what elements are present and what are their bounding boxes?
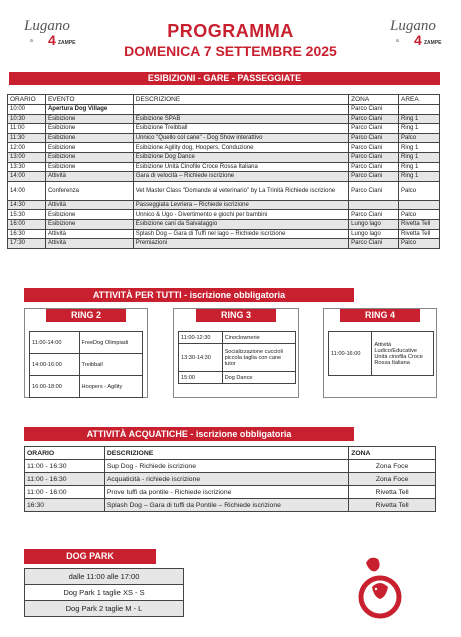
table-row: 16:30 Attività Splash Dog – Gara di Tuffi nel lago – Richiede iscrizione Lungo lago Rivetta Tell: [8, 229, 440, 239]
list-item: 16:00-18:00 Hoopers - Agility: [30, 376, 143, 398]
table-row: 11:00 - 16:00 Prove tuffi da pontile - Richiede iscrizione Rivetta Tell: [25, 486, 436, 499]
table-row: 16:30 Splash Dog – Gara di tuffi da Pontile – Richiede iscrizione Rivetta Tell: [25, 499, 436, 512]
table-row: 10:00 Apertura Dog Village Parco Ciani: [8, 105, 440, 115]
ring-4-table: [328, 331, 434, 376]
list-item: 11:00-12:30 Cinoclownerie: [179, 332, 296, 344]
col-descrizione: DESCRIZIONE: [104, 447, 348, 460]
table-row: 14:30 Attività Passeggiata Levriera – Richiede iscrizione: [8, 200, 440, 210]
title-date: DOMENICA 7 SETTEMBRE 2025: [124, 43, 337, 59]
ring-3-table: [178, 331, 296, 384]
table-row: 14:00 Attività Gara di velocità – Richiede iscrizione Parco Ciani Ring 1: [8, 172, 440, 182]
ring-3-box: [173, 308, 299, 398]
table-row: 13:30 Esibizione Esibizione Unità Cinofile Croce Rossa Italiana Parco Ciani Ring 1: [8, 162, 440, 172]
ring-2-table: [29, 331, 143, 398]
col-area: AREA: [399, 95, 440, 105]
rescue-dog-logo: [356, 553, 414, 623]
logo-left: Lugano a 4 ZAMPE: [24, 18, 76, 48]
table-row: Dog Park 2 taglie M - L: [25, 601, 184, 617]
logo-right: Lugano a 4 ZAMPE: [390, 18, 442, 48]
table-row: 17:30 Attività Premiazioni Parco Ciani Palco: [8, 239, 440, 249]
table-row: 16:00 Esibizione Esibizione cani da Salvataggio Lungo lago Rivetta Tell: [8, 219, 440, 229]
ring-2-box: [24, 308, 148, 398]
page-title: [0, 21, 461, 59]
table-row: 13:00 Esibizione Esibizione Dog Dance Parco Ciani Ring 1: [8, 152, 440, 162]
ring-2-title: RING 2: [46, 309, 126, 322]
section-esibizioni-header: ESIBIZIONI - GARE - PASSEGGIATE: [9, 72, 440, 85]
esibizioni-table: [7, 94, 440, 249]
table-row: 12:00 Esibizione Esibizione Agility dog, Hoopers, Conduzione Parco Ciani Ring 1: [8, 143, 440, 153]
ring-3-title: RING 3: [196, 309, 276, 322]
col-evento: EVENTO: [45, 95, 133, 105]
col-zona: ZONA: [349, 95, 399, 105]
ring-4-box: [323, 308, 437, 398]
table-row: dalle 11:00 alle 17:00: [25, 569, 184, 585]
table-row: 11:30 Esibizione Unnico "Quello col cane" - Dog Show interattivo Parco Ciani Palco: [8, 133, 440, 143]
table-header-row: [8, 95, 440, 105]
col-descrizione: DESCRIZIONE: [133, 95, 348, 105]
ring-4-title: RING 4: [340, 309, 420, 322]
table-row: 11:00 - 16:30 Sup Dog - Richiede iscrizione Zona Foce: [25, 460, 436, 473]
section-attivita-header: ATTIVITÀ PER TUTTI - iscrizione obbligatoria: [24, 288, 354, 302]
list-item: 13:30-14:30 Socializzazione cuccioli piccola taglia con cane tutor: [179, 344, 296, 372]
title-main: PROGRAMMA: [167, 21, 294, 41]
table-row: 11:00 Esibizione Esibizione Treibball Parco Ciani Ring 1: [8, 124, 440, 134]
list-item: 15:00 Dog Dance: [179, 372, 296, 384]
dogpark-table: [24, 568, 184, 617]
col-orario: ORARIO: [25, 447, 105, 460]
section-acquatiche-header: ATTIVITÀ ACQUATICHE - iscrizione obbligatoria: [24, 427, 354, 441]
table-row: 10:30 Esibizione Esibizione SPAB Parco Ciani Ring 1: [8, 114, 440, 124]
list-item: 11:00-14:00 FreeDog Olimpiadi: [30, 332, 143, 354]
table-row: 14:00 Conferenza Vet Master Class "Domande al veterinario" by La Trinità Richiede iscrizione Parco Ciani Palco: [8, 181, 440, 200]
col-orario: ORARIO: [8, 95, 46, 105]
list-item: 11:00-16:00 Attività Ludico/Educative Unità cinofila Croce Rossa Italiana: [329, 332, 434, 376]
table-row: Dog Park 1 taglie XS - S: [25, 585, 184, 601]
col-zona: ZONA: [349, 447, 436, 460]
acquatiche-table: [24, 446, 436, 512]
table-row: 11:00 - 16:30 Acquaticità - richiede iscrizione Zona Foce: [25, 473, 436, 486]
table-row: 15:30 Esibizione Unnico & Ugo - Divertimento e giochi per bambini Parco Ciani Palco: [8, 210, 440, 220]
table-header-row: [25, 447, 436, 460]
list-item: 14:00-16:00 Treibball: [30, 354, 143, 376]
section-dogpark-header: DOG PARK: [24, 549, 156, 564]
